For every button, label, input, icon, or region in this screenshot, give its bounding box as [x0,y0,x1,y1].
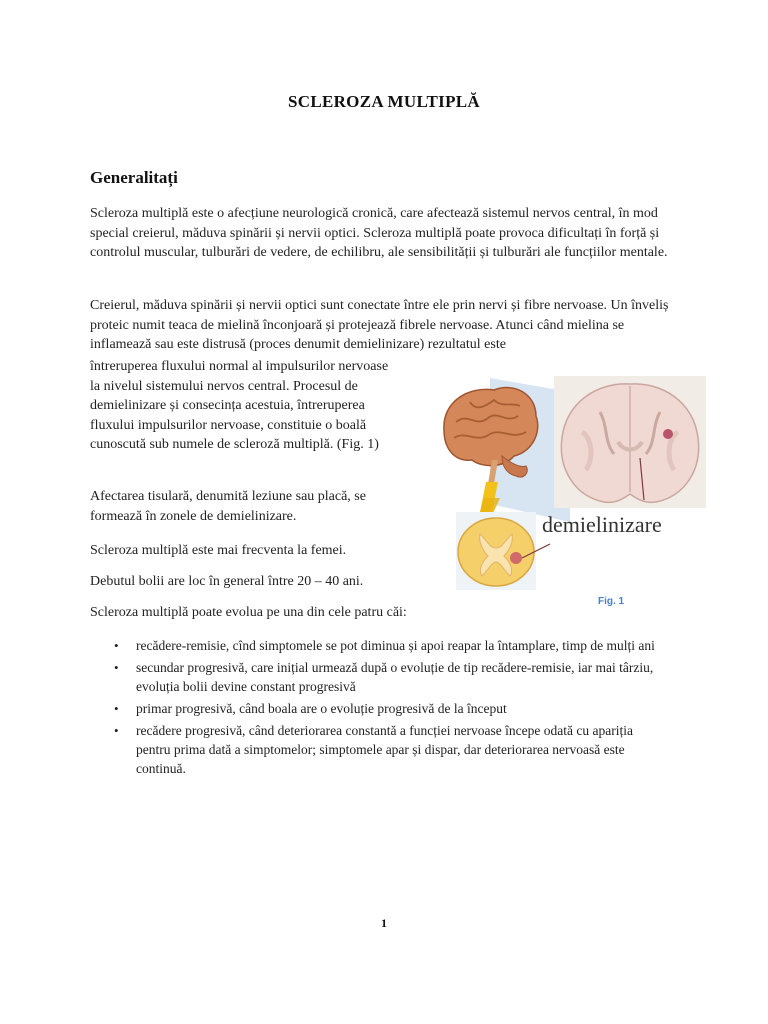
page-title: SCLEROZA MULTIPLĂ [288,92,480,111]
section-heading: Generalitați [90,168,178,187]
figure-caption: Fig. 1 [598,596,625,607]
paragraph-frequency: Scleroza multiplă este mai frecventa la femei. [90,543,347,558]
paragraph-onset: Debutul bolii are loc în general între 20 – 40 ani. [90,574,364,589]
list-item: • recădere-remisie, cînd simptomele se pot diminua și apoi reapar la întamplare, timp de mulți ani [90,636,670,655]
list-item: • primar progresivă, când boala are o evoluție progresivă de la început [90,699,670,718]
list-item: • secundar progresivă, care inițial urmează după o evoluție de tip recădere-remisie, iar mai târziu, evoluția bolii devine constant progresivă [90,658,670,696]
paragraph-intro: Scleroza multiplă este o afecțiune neurologică cronică, care afectează sistemul nervos central, în mod special creierul, măduva spinării și nervii optici. Scleroza multiplă poate provoca dificultați în forță și controlul muscular, tulburări de vedere, de echilibru, ale sensibilității și tulburări ale funcțiilor mentale. [90,206,668,260]
list-item: • recădere progresivă, când deteriorarea constantă a funcției nervoase începe odată cu apariția pentru prima dată a simptomelor; simptomele apar și dispar, dar deteriorarea nervoasă este continuă. [90,721,670,778]
paragraph-demyelination: întreruperea fluxului normal al impulsurilor nervoase la nivelul sistemului nervos central. Procesul de demielinizare și consecința acestuia, întreruperea fluxului impulsurilor nervoase, constituie o boală cunoscută sub numele de scleroză multiplă. (Fig. 1) [90,359,389,452]
lesion-dot [663,429,673,439]
paragraph-nervous-system: Creierul, măduva spinării și nervii optici sunt conectate între ele prin nervi și fibre nervoase. Un înveliș proteic numit teaca de mielină înconjoară și protejează fibrele nervoase. Atunci când mielina se inflamează sau este distrusă (proces denumit demielinizare) rezultatul este [90,298,669,352]
figure-label: demielinizare [542,512,662,537]
evolution-list [90,636,670,781]
paragraph-evolution: Scleroza multiplă poate evolua pe una din cele patru căi: [90,605,407,620]
page-number: 1 [381,916,387,930]
paragraph-lesion: Afectarea tisulară, denumită leziune sau placă, se formează în zonele de demielinizare. [90,489,366,524]
